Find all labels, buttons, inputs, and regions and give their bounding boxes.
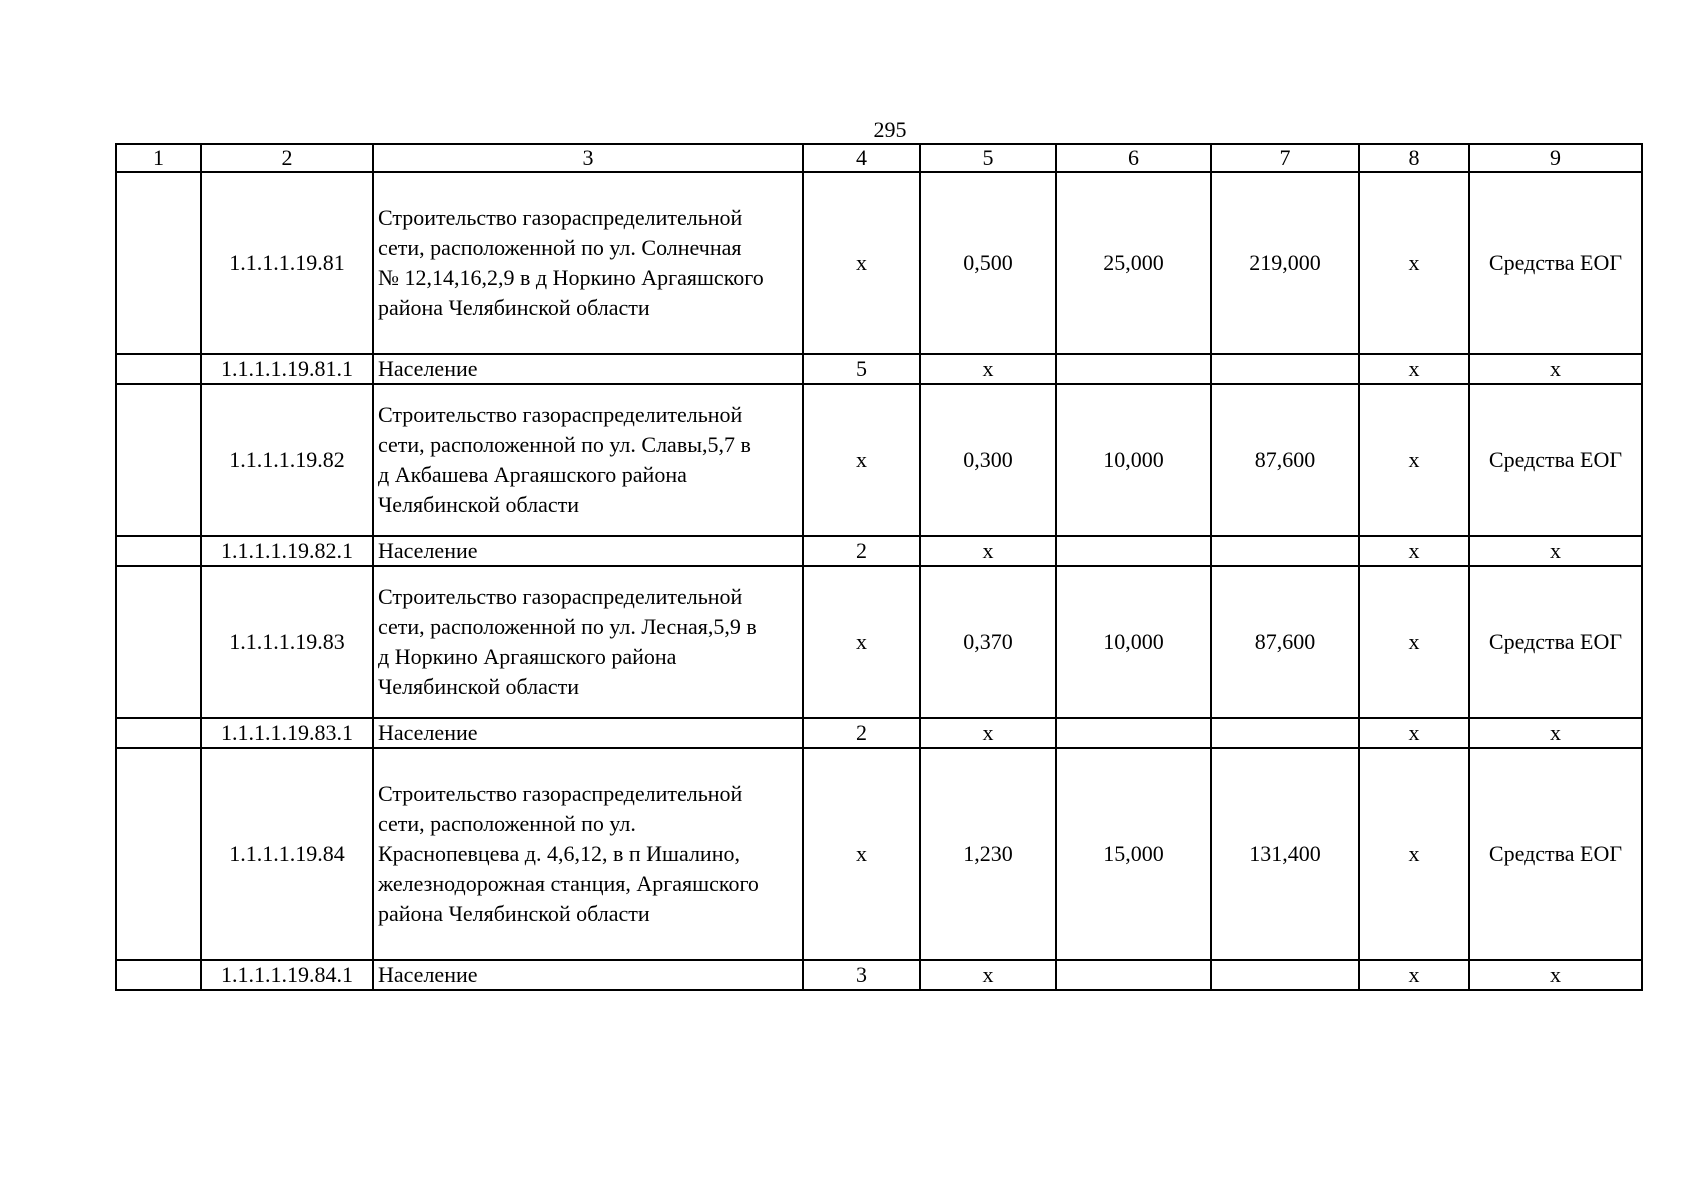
budget-table	[115, 143, 1643, 991]
cell-description: Население	[373, 354, 803, 384]
cell-description: Население	[373, 960, 803, 990]
cell-col7: 131,400	[1211, 748, 1359, 960]
cell-code: 1.1.1.1.19.83	[201, 566, 373, 718]
cell-col1	[116, 384, 201, 536]
cell-col1	[116, 566, 201, 718]
page-number: 295	[873, 117, 907, 142]
cell-col8: х	[1359, 566, 1469, 718]
cell-col4: 5	[803, 354, 920, 384]
cell-code: 1.1.1.1.19.82	[201, 384, 373, 536]
cell-col6	[1056, 536, 1211, 566]
table-row	[116, 566, 1642, 718]
cell-col9: х	[1469, 718, 1642, 748]
cell-col6: 25,000	[1056, 172, 1211, 354]
cell-col6	[1056, 718, 1211, 748]
cell-col6	[1056, 354, 1211, 384]
table-row	[116, 748, 1642, 960]
cell-col9: х	[1469, 354, 1642, 384]
cell-col8: х	[1359, 384, 1469, 536]
cell-col5: 0,370	[920, 566, 1056, 718]
cell-col9: Средства ЕОГ	[1469, 384, 1642, 536]
cell-col1	[116, 536, 201, 566]
cell-col4: 2	[803, 718, 920, 748]
cell-description: Строительство газораспределительной сети, расположенной по ул. Краснопевцева д. 4,6,12, в п Ишалино, железнодорожная станция, Аргаяшского района Челябинской области	[373, 748, 803, 960]
cell-col7	[1211, 536, 1359, 566]
table-row	[116, 718, 1642, 748]
cell-code: 1.1.1.1.19.84.1	[201, 960, 373, 990]
cell-col1	[116, 748, 201, 960]
cell-col6	[1056, 960, 1211, 990]
column-header: 9	[1469, 144, 1642, 172]
column-number-row	[116, 144, 1642, 172]
cell-col4: х	[803, 172, 920, 354]
column-header: 8	[1359, 144, 1469, 172]
cell-col7: 87,600	[1211, 566, 1359, 718]
column-header: 6	[1056, 144, 1211, 172]
cell-col7	[1211, 354, 1359, 384]
cell-description: Население	[373, 718, 803, 748]
cell-col9: Средства ЕОГ	[1469, 172, 1642, 354]
cell-description: Строительство газораспределительной сети, расположенной по ул. Солнечная № 12,14,16,2,9 в д Норкино Аргаяшского района Челябинской области	[373, 172, 803, 354]
cell-col6: 10,000	[1056, 566, 1211, 718]
cell-col5: х	[920, 354, 1056, 384]
cell-col7	[1211, 718, 1359, 748]
cell-col5: 0,500	[920, 172, 1056, 354]
cell-col8: х	[1359, 172, 1469, 354]
table-row	[116, 354, 1642, 384]
cell-col5: 1,230	[920, 748, 1056, 960]
cell-col8: х	[1359, 354, 1469, 384]
table-row	[116, 536, 1642, 566]
cell-description: Строительство газораспределительной сети, расположенной по ул. Лесная,5,9 в д Норкино Аргаяшского района Челябинской области	[373, 566, 803, 718]
cell-col5: х	[920, 718, 1056, 748]
cell-col7: 219,000	[1211, 172, 1359, 354]
cell-col1	[116, 960, 201, 990]
cell-code: 1.1.1.1.19.82.1	[201, 536, 373, 566]
column-header: 7	[1211, 144, 1359, 172]
cell-col9: Средства ЕОГ	[1469, 748, 1642, 960]
column-header: 1	[116, 144, 201, 172]
cell-col1	[116, 172, 201, 354]
cell-col4: 2	[803, 536, 920, 566]
column-header: 4	[803, 144, 920, 172]
cell-col9: х	[1469, 960, 1642, 990]
cell-col8: х	[1359, 536, 1469, 566]
cell-description: Строительство газораспределительной сети, расположенной по ул. Славы,5,7 в д Акбашева Аргаяшского района Челябинской области	[373, 384, 803, 536]
cell-col7: 87,600	[1211, 384, 1359, 536]
table-row	[116, 384, 1642, 536]
cell-col9: Средства ЕОГ	[1469, 566, 1642, 718]
cell-code: 1.1.1.1.19.81	[201, 172, 373, 354]
cell-col4: х	[803, 748, 920, 960]
cell-col6: 10,000	[1056, 384, 1211, 536]
cell-col4: х	[803, 384, 920, 536]
cell-code: 1.1.1.1.19.81.1	[201, 354, 373, 384]
cell-col5: х	[920, 960, 1056, 990]
cell-col8: х	[1359, 960, 1469, 990]
cell-col9: х	[1469, 536, 1642, 566]
cell-col8: х	[1359, 748, 1469, 960]
cell-col1	[116, 718, 201, 748]
cell-col6: 15,000	[1056, 748, 1211, 960]
cell-code: 1.1.1.1.19.83.1	[201, 718, 373, 748]
table-row	[116, 960, 1642, 990]
cell-col4: 3	[803, 960, 920, 990]
column-header: 5	[920, 144, 1056, 172]
cell-col7	[1211, 960, 1359, 990]
cell-col4: х	[803, 566, 920, 718]
table-row	[116, 172, 1642, 354]
column-header: 3	[373, 144, 803, 172]
cell-code: 1.1.1.1.19.84	[201, 748, 373, 960]
cell-col1	[116, 354, 201, 384]
column-header: 2	[201, 144, 373, 172]
cell-col5: х	[920, 536, 1056, 566]
cell-col5: 0,300	[920, 384, 1056, 536]
cell-col8: х	[1359, 718, 1469, 748]
cell-description: Население	[373, 536, 803, 566]
